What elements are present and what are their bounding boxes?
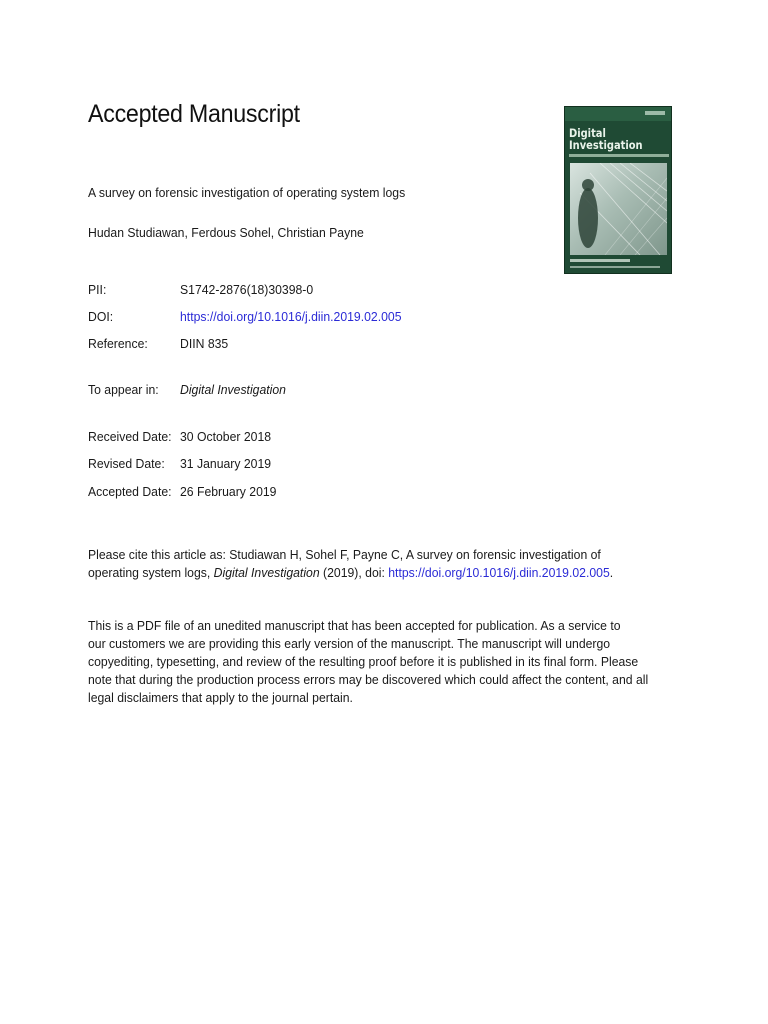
- cover-title: [569, 127, 643, 151]
- accepted-value: 26 February 2019: [180, 484, 277, 499]
- citation-doi-link[interactable]: https://doi.org/10.1016/j.diin.2019.02.005: [388, 565, 610, 580]
- citation-mid: (2019), doi:: [319, 565, 389, 580]
- doi-link[interactable]: https://doi.org/10.1016/j.diin.2019.02.005: [180, 309, 402, 324]
- cover-title-line-2: Investigation: [569, 138, 643, 152]
- appear-journal: Digital Investigation: [180, 382, 286, 397]
- cover-issn-mark: [645, 111, 665, 115]
- cover-subtitle-bar: [569, 154, 669, 157]
- accepted-label: Accepted Date:: [88, 484, 172, 499]
- cover-footer-bar: [570, 259, 630, 262]
- doi-label: DOI:: [88, 309, 114, 324]
- appear-label: To appear in:: [88, 382, 159, 397]
- pii-value: S1742-2876(18)30398-0: [180, 282, 314, 297]
- notice-line: legal disclaimers that apply to the journal pertain.: [88, 690, 353, 705]
- received-value: 30 October 2018: [180, 429, 272, 444]
- notice-line: This is a PDF file of an unedited manuscript that has been accepted for publication. As a service to: [88, 618, 621, 633]
- citation-paragraph: [88, 546, 671, 582]
- cover-title-line-1: Digital: [569, 126, 606, 140]
- notice-line: note that during the production process errors may be discovered which could affect the content, and all: [88, 672, 649, 687]
- article-title: A survey on forensic investigation of operating system logs: [88, 185, 406, 200]
- received-label: Received Date:: [88, 429, 172, 444]
- revised-label: Revised Date:: [88, 456, 165, 471]
- page-title: Accepted Manuscript: [88, 100, 300, 128]
- citation-line-2: [88, 564, 671, 582]
- notice-paragraph: [88, 617, 671, 707]
- citation-prefix: operating system logs,: [88, 565, 214, 580]
- journal-cover-image: [564, 106, 672, 274]
- notice-line: copyediting, typesetting, and review of the resulting proof before it is published in its final form. Please: [88, 654, 639, 669]
- reference-value: DIIN 835: [180, 336, 229, 351]
- cover-footer-bar-2: [570, 266, 660, 268]
- article-authors: Hudan Studiawan, Ferdous Sohel, Christian Payne: [88, 225, 364, 240]
- citation-end: .: [609, 565, 614, 580]
- notice-line: our customers we are providing this early version of the manuscript. The manuscript will undergo: [88, 636, 611, 651]
- cover-illustration: [570, 163, 667, 255]
- revised-value: 31 January 2019: [180, 456, 272, 471]
- citation-line-1: Please cite this article as: Studiawan H, Sohel F, Payne C, A survey on forensic investigation of: [88, 547, 601, 562]
- pii-label: PII:: [88, 282, 107, 297]
- citation-journal: Digital Investigation: [213, 565, 320, 580]
- reference-label: Reference:: [88, 336, 148, 351]
- cover-photo: [570, 163, 667, 255]
